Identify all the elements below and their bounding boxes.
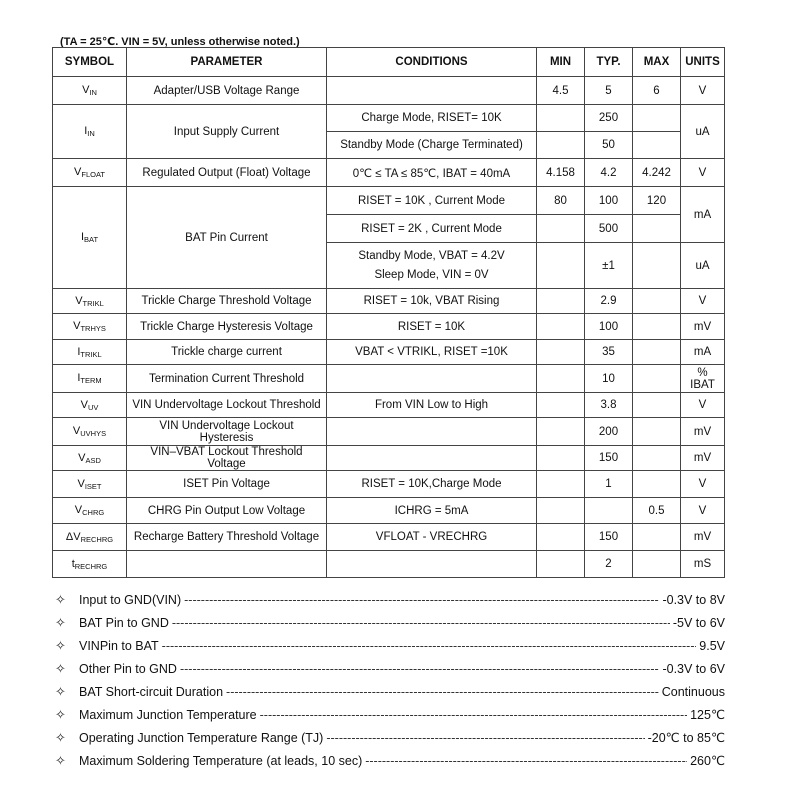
max-cell bbox=[633, 551, 681, 578]
list-item bbox=[55, 726, 725, 749]
max-cell bbox=[633, 471, 681, 498]
rating-label: BAT Short-circuit Duration bbox=[79, 684, 224, 699]
max-cell: 4.242 bbox=[633, 159, 681, 187]
typ-cell: 500 bbox=[585, 215, 633, 243]
parameter-cell: Termination Current Threshold bbox=[127, 365, 327, 393]
table-row bbox=[53, 105, 725, 132]
symbol-cell: $V_{FLOAT}$ bbox=[53, 159, 127, 187]
typ-cell: 150 bbox=[585, 524, 633, 551]
min-cell bbox=[537, 418, 585, 446]
typ-cell: 2.9 bbox=[585, 289, 633, 314]
symbol-cell: $V_{IN}$ bbox=[53, 77, 127, 105]
parameter-cell: VIN Undervoltage Lockout Threshold bbox=[127, 393, 327, 418]
table-row bbox=[53, 498, 725, 524]
typ-cell: 100 bbox=[585, 314, 633, 340]
symbol-cell: $I_{TRIKL}$ bbox=[53, 340, 127, 365]
conditions-cell: RISET = 10K bbox=[327, 314, 537, 340]
parameter-cell: Recharge Battery Threshold Voltage bbox=[127, 524, 327, 551]
table-row bbox=[53, 365, 725, 393]
leader-dashes bbox=[162, 639, 697, 653]
min-cell bbox=[537, 446, 585, 471]
max-cell bbox=[633, 524, 681, 551]
rating-value: 260℃ bbox=[690, 754, 725, 768]
typ-cell: 250 bbox=[585, 105, 633, 132]
rating-value: 125℃ bbox=[690, 708, 725, 722]
list-item bbox=[55, 703, 725, 726]
rating-value: Continuous bbox=[661, 684, 725, 699]
rating-value: -5V to 6V bbox=[672, 615, 725, 630]
leader-dashes bbox=[260, 708, 687, 722]
rating-value: -20℃ to 85℃ bbox=[647, 731, 725, 745]
min-cell bbox=[537, 215, 585, 243]
conditions-cell bbox=[327, 418, 537, 446]
symbol-cell: $I_{TERM}$ bbox=[53, 365, 127, 393]
units-cell: V bbox=[681, 498, 725, 524]
max-cell bbox=[633, 105, 681, 132]
conditions-cell: VBAT < VTRIKL, RISET =10K bbox=[327, 340, 537, 365]
diamond-bullet-icon: ✧ bbox=[55, 660, 66, 676]
diamond-bullet-icon: ✧ bbox=[55, 614, 66, 630]
typ-cell: 35 bbox=[585, 340, 633, 365]
max-cell bbox=[633, 446, 681, 471]
parameter-cell: Trickle Charge Threshold Voltage bbox=[127, 289, 327, 314]
symbol-cell: $I_{BAT}$ bbox=[53, 187, 127, 289]
conditions-cell: RISET = 10K , Current Mode bbox=[327, 187, 537, 215]
leader-dashes bbox=[365, 754, 687, 768]
table-row bbox=[53, 471, 725, 498]
units-cell: V bbox=[681, 393, 725, 418]
table-row bbox=[53, 340, 725, 365]
min-cell bbox=[537, 551, 585, 578]
max-cell bbox=[633, 243, 681, 289]
diamond-bullet-icon: ✧ bbox=[55, 752, 66, 768]
list-item bbox=[55, 680, 725, 703]
symbol-cell: $V_{TRHYS}$ bbox=[53, 314, 127, 340]
max-cell bbox=[633, 365, 681, 393]
typ-cell: 5 bbox=[585, 77, 633, 105]
table-row bbox=[53, 393, 725, 418]
units-cell: mS bbox=[681, 551, 725, 578]
table-row bbox=[53, 446, 725, 471]
list-item bbox=[55, 657, 725, 680]
typ-cell: 10 bbox=[585, 365, 633, 393]
min-cell: 4.5 bbox=[537, 77, 585, 105]
conditions-cell: RISET = 10k, VBAT Rising bbox=[327, 289, 537, 314]
max-cell: 0.5 bbox=[633, 498, 681, 524]
typ-cell: 100 bbox=[585, 187, 633, 215]
max-cell: 120 bbox=[633, 187, 681, 215]
units-cell: V bbox=[681, 159, 725, 187]
units-cell: mA bbox=[681, 340, 725, 365]
header-typ: TYP. bbox=[585, 48, 633, 77]
parameter-cell: CHRG Pin Output Low Voltage bbox=[127, 498, 327, 524]
rating-label: BAT Pin to GND bbox=[79, 615, 169, 630]
rating-label: Maximum Junction Temperature bbox=[79, 707, 257, 722]
rating-label: Input to GND(VIN) bbox=[79, 592, 182, 607]
parameter-cell: Input Supply Current bbox=[127, 105, 327, 159]
min-cell bbox=[537, 471, 585, 498]
min-cell bbox=[537, 393, 585, 418]
leader-dashes bbox=[172, 616, 670, 630]
parameter-cell: Trickle charge current bbox=[127, 340, 327, 365]
rating-value: -0.3V to 6V bbox=[662, 661, 725, 676]
conditions-cell bbox=[327, 365, 537, 393]
conditions-cell bbox=[327, 77, 537, 105]
parameter-cell: BAT Pin Current bbox=[127, 187, 327, 289]
symbol-cell: $V_{ISET}$ bbox=[53, 471, 127, 498]
units-cell: % IBAT bbox=[681, 365, 725, 393]
symbol-cell: $t_{RECHRG}$ bbox=[53, 551, 127, 578]
diamond-bullet-icon: ✧ bbox=[55, 729, 66, 745]
table-row bbox=[53, 314, 725, 340]
table-row bbox=[53, 524, 725, 551]
min-cell bbox=[537, 340, 585, 365]
parameter-cell: Regulated Output (Float) Voltage bbox=[127, 159, 327, 187]
units-cell: uA bbox=[681, 105, 725, 159]
min-cell: 80 bbox=[537, 187, 585, 215]
min-cell bbox=[537, 105, 585, 132]
conditions-cell: VFLOAT - VRECHRG bbox=[327, 524, 537, 551]
diamond-bullet-icon: ✧ bbox=[55, 706, 66, 722]
symbol-cell: $V_{UVHYS}$ bbox=[53, 418, 127, 446]
conditions-cell: From VIN Low to High bbox=[327, 393, 537, 418]
conditions-cell bbox=[327, 243, 537, 289]
parameter-cell: ISET Pin Voltage bbox=[127, 471, 327, 498]
conditions-cell bbox=[327, 551, 537, 578]
symbol-cell: $\Delta V_{RECHRG}$ bbox=[53, 524, 127, 551]
conditions-cell: 0℃ ≤ TA ≤ 85℃, IBAT = 40mA bbox=[327, 159, 537, 187]
min-cell bbox=[537, 243, 585, 289]
parameter-cell: Adapter/USB Voltage Range bbox=[127, 77, 327, 105]
rating-value: 9.5V bbox=[699, 638, 725, 653]
conditions-cell: Charge Mode, RISET= 10K bbox=[327, 105, 537, 132]
typ-cell: 2 bbox=[585, 551, 633, 578]
header-conditions: CONDITIONS bbox=[327, 48, 537, 77]
min-cell bbox=[537, 314, 585, 340]
min-cell bbox=[537, 289, 585, 314]
typ-cell bbox=[585, 498, 633, 524]
table-row bbox=[53, 77, 725, 105]
table-row bbox=[53, 187, 725, 215]
table-header-row bbox=[53, 48, 725, 77]
units-cell: mV bbox=[681, 314, 725, 340]
conditions-cell: Standby Mode (Charge Terminated) bbox=[327, 132, 537, 159]
rating-label: Operating Junction Temperature Range (TJ) bbox=[79, 730, 324, 745]
units-cell: mV bbox=[681, 524, 725, 551]
table-row bbox=[53, 159, 725, 187]
typ-cell: 50 bbox=[585, 132, 633, 159]
list-item bbox=[55, 588, 725, 611]
leader-dashes bbox=[184, 593, 659, 607]
header-max: MAX bbox=[633, 48, 681, 77]
max-cell bbox=[633, 132, 681, 159]
min-cell: 4.158 bbox=[537, 159, 585, 187]
min-cell bbox=[537, 498, 585, 524]
typ-cell: ±1 bbox=[585, 243, 633, 289]
units-cell: uA bbox=[681, 243, 725, 289]
absolute-maximum-ratings-list bbox=[55, 588, 725, 772]
max-cell bbox=[633, 340, 681, 365]
min-cell bbox=[537, 365, 585, 393]
max-cell bbox=[633, 215, 681, 243]
list-item bbox=[55, 749, 725, 772]
rating-label: VINPin to BAT bbox=[79, 638, 159, 653]
typ-cell: 200 bbox=[585, 418, 633, 446]
table-row bbox=[53, 418, 725, 446]
diamond-bullet-icon: ✧ bbox=[55, 683, 66, 699]
conditions-cell: ICHRG = 5mA bbox=[327, 498, 537, 524]
max-cell: 6 bbox=[633, 77, 681, 105]
symbol-cell: $V_{CHRG}$ bbox=[53, 498, 127, 524]
typ-cell: 3.8 bbox=[585, 393, 633, 418]
conditions-note: (TA = 25℃. VIN = 5V, unless otherwise noted.) bbox=[60, 36, 300, 48]
diamond-bullet-icon: ✧ bbox=[55, 591, 66, 607]
conditions-cell: RISET = 10K,Charge Mode bbox=[327, 471, 537, 498]
max-cell bbox=[633, 289, 681, 314]
typ-cell: 150 bbox=[585, 446, 633, 471]
min-cell bbox=[537, 132, 585, 159]
rating-value: -0.3V to 8V bbox=[662, 592, 725, 607]
typ-cell: 4.2 bbox=[585, 159, 633, 187]
conditions-cell bbox=[327, 446, 537, 471]
header-symbol: SYMBOL bbox=[53, 48, 127, 77]
list-item bbox=[55, 611, 725, 634]
min-cell bbox=[537, 524, 585, 551]
symbol-cell: $V_{TRIKL}$ bbox=[53, 289, 127, 314]
header-units: UNITS bbox=[681, 48, 725, 77]
units-cell: V bbox=[681, 471, 725, 498]
rating-label: Other Pin to GND bbox=[79, 661, 177, 676]
units-cell: mV bbox=[681, 418, 725, 446]
units-cell: V bbox=[681, 77, 725, 105]
leader-dashes bbox=[226, 685, 659, 699]
max-cell bbox=[633, 393, 681, 418]
parameter-cell: VIN Undervoltage Lockout Hysteresis bbox=[127, 418, 327, 446]
list-item bbox=[55, 634, 725, 657]
symbol-cell: $V_{UV}$ bbox=[53, 393, 127, 418]
header-parameter: PARAMETER bbox=[127, 48, 327, 77]
units-cell: mV bbox=[681, 446, 725, 471]
electrical-characteristics-table bbox=[52, 47, 725, 578]
rating-label: Maximum Soldering Temperature (at leads, 10 sec) bbox=[79, 753, 363, 768]
condition-line: Standby Mode, VBAT = 4.2V bbox=[358, 249, 505, 262]
table-row bbox=[53, 289, 725, 314]
leader-dashes bbox=[326, 731, 644, 745]
diamond-bullet-icon: ✧ bbox=[55, 637, 66, 653]
symbol-cell: $V_{ASD}$ bbox=[53, 446, 127, 471]
parameter-cell: Trickle Charge Hysteresis Voltage bbox=[127, 314, 327, 340]
max-cell bbox=[633, 314, 681, 340]
parameter-cell: VIN–VBAT Lockout Threshold Voltage bbox=[127, 446, 327, 471]
header-min: MIN bbox=[537, 48, 585, 77]
units-cell: V bbox=[681, 289, 725, 314]
table-row bbox=[53, 551, 725, 578]
parameter-cell bbox=[127, 551, 327, 578]
typ-cell: 1 bbox=[585, 471, 633, 498]
units-cell: mA bbox=[681, 187, 725, 243]
max-cell bbox=[633, 418, 681, 446]
condition-line: Sleep Mode, VIN = 0V bbox=[374, 268, 489, 281]
leader-dashes bbox=[180, 662, 660, 676]
symbol-cell: $I_{IN}$ bbox=[53, 105, 127, 159]
conditions-cell: RISET = 2K , Current Mode bbox=[327, 215, 537, 243]
